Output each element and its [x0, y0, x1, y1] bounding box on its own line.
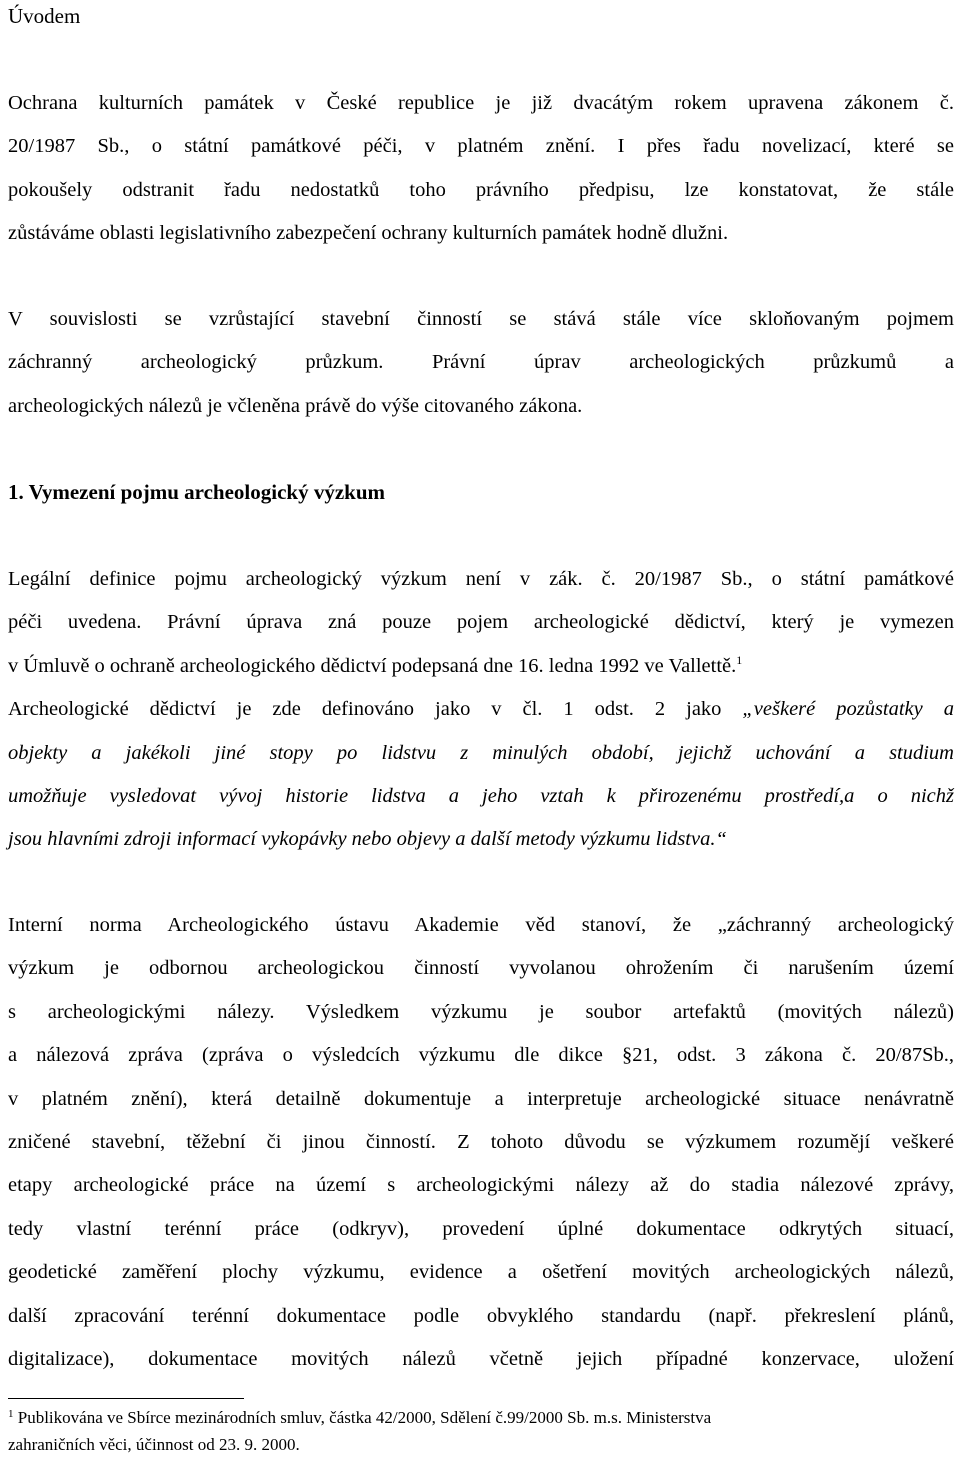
paragraph-line: tedy vlastní terénní práce (odkryv), provedení úplné dokumentace odkrytých situací, — [8, 1217, 954, 1240]
paragraph-line: péči uvedena. Právní úprava zná pouze pojem archeologické dědictví, který je vymezen — [8, 611, 954, 634]
paragraph-line: zůstáváme oblasti legislativního zabezpečení ochrany kulturních památek hodně dlužni. — [8, 222, 729, 245]
paragraph-line — [8, 688, 954, 731]
paragraph-line: a nálezová zpráva (zpráva o výsledcích výzkumu dle dikce §21, odst. 3 zákona č. 20/87Sb., — [8, 1044, 954, 1067]
page-heading: Úvodem — [8, 4, 81, 28]
paragraph-line: 20/1987 Sb., o státní památkové péči, v platném znění. I přes řadu novelizací, které se — [8, 135, 954, 158]
paragraph-line: etapy archeologické práce na území s archeologickými nálezy až do stadia nálezové zprávy, — [8, 1174, 954, 1197]
intro-paragraph — [8, 82, 954, 256]
footnote-line — [8, 1404, 954, 1431]
section-heading: 1. Vymezení pojmu archeologický výzkum — [8, 480, 386, 504]
paragraph-line: v platném znění), která detailně dokumentuje a interpretuje archeologické situace nenávratně — [8, 1087, 954, 1110]
quote-line: objekty a jakékoli jiné stopy po lidstvu z minulých období, jejichž uchování a studium — [8, 741, 954, 764]
internal-norm-paragraph — [8, 904, 954, 1381]
paragraph-line: pokoušely odstranit řadu nedostatků toho právního předpisu, lze konstatovat, že stále — [8, 178, 954, 201]
paragraph-line: geodetické zaměření plochy výzkumu, evidence a ošetření movitých archeologických nálezů, — [8, 1261, 954, 1284]
paragraph-line: s archeologickými nálezy. Výsledkem výzkumu je soubor artefaktů (movitých nálezů) — [8, 1000, 954, 1023]
paragraph-line: Legální definice pojmu archeologický výzkum není v zák. č. 20/1987 Sb., o státní památkové — [8, 568, 954, 590]
paragraph-line: digitalizace), dokumentace movitých nálezů včetně jejich případné konzervace, uložení — [8, 1348, 954, 1371]
footnote-divider — [8, 1398, 244, 1399]
paragraph-line-text: v Úmluvě o ochraně archeologického dědictví podepsaná dne 16. ledna 1992 ve Vallettě. — [8, 654, 737, 677]
footnote-number: 1 — [8, 1408, 14, 1420]
footnote — [8, 1404, 954, 1458]
quote-line: umožňuje vysledovat vývoj historie lidstva a jeho vztah k přirozenému prostředí,a o nichž — [8, 785, 954, 808]
quote-line: jsou hlavními zdroji informací vykopávky nebo objevy a další metody výzkumu lidstva.“ — [8, 828, 727, 851]
footnote-text: Publikována ve Sbírce mezinárodních smluv, částka 42/2000, Sdělení č.99/2000 Sb. m.s. Ministerstva — [13, 1408, 712, 1427]
paragraph-line: další zpracování terénní dokumentace podle obvyklého standardu (např. překreslení plánů, — [8, 1304, 954, 1327]
paragraph-line: Interní norma Archeologického ústavu Akademie věd stanoví, že „záchranný archeologický — [8, 914, 954, 936]
paragraph-line: Ochrana kulturních památek v České republice je již dvacátým rokem upravena zákonem č. — [8, 92, 954, 114]
paragraph-line: V souvislosti se vzrůstající stavební činností se stává stále více skloňovaným pojmem — [8, 308, 954, 330]
context-paragraph — [8, 298, 954, 428]
paragraph-line: výzkum je odbornou archeologickou činností vyvolanou ohrožením či narušením území — [8, 957, 954, 980]
paragraph-line-text: Archeologické dědictví je zde definováno jako v čl. 1 odst. 2 jako — [8, 698, 743, 721]
paragraph-line: zničené stavební, těžební či jinou činností. Z tohoto důvodu se výzkumem rozumějí veškeré — [8, 1131, 954, 1154]
paragraph-line — [8, 645, 954, 688]
quote-text: „veškeré pozůstatky a — [742, 698, 954, 721]
footnote-reference[interactable]: 1 — [736, 652, 743, 667]
paragraph-line: archeologických nálezů je včleněna právě do výše citovaného zákona. — [8, 394, 583, 417]
paragraph-line: záchranný archeologický průzkum. Právní úprav archeologických průzkumů a — [8, 351, 954, 374]
definition-paragraph — [8, 558, 954, 862]
footnote-line: zahraničních věci, účinnost od 23. 9. 2000. — [8, 1435, 300, 1454]
